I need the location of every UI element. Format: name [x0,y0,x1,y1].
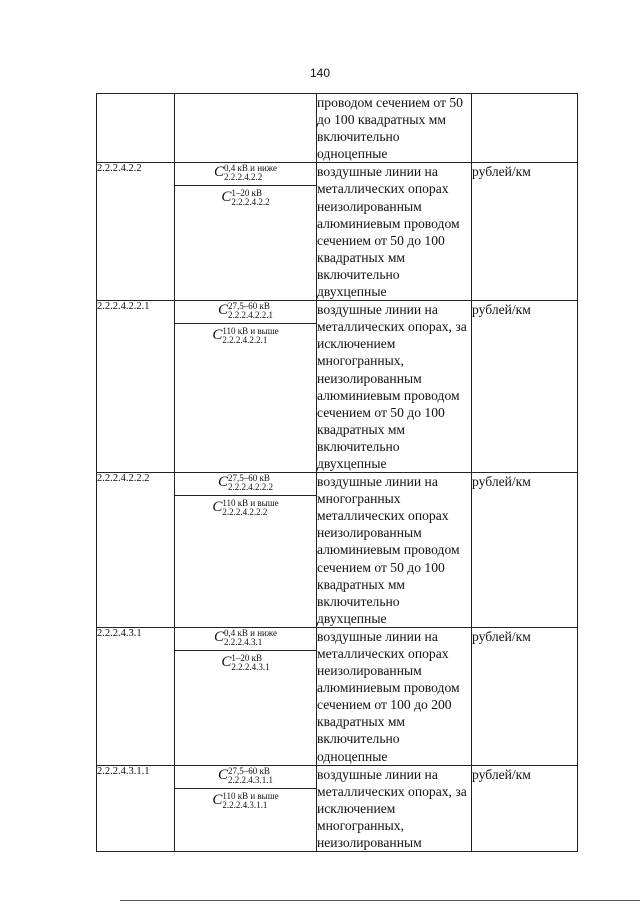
formula-cell [175,765,317,851]
description-cell: воздушные линии на металлических опорах, за исключением многогранных, неизолированным [317,765,472,851]
description-cell: воздушные линии на металлических опорах неизолированным алюминиевым проводом сечением от 50 до 100 квадратных мм включительно двухцепные [317,163,472,301]
page-number: 140 [309,66,331,80]
description-cell: воздушные линии на многогранных металлических опорах неизолированным алюминиевым проводом сечением от 50 до 100 квадратных мм включительно двухцепные [317,473,472,628]
formula-cell [175,627,317,765]
formula: C 27,5–60 кВ 2.2.2.4.2.2.1 [217,301,273,321]
code-cell: 2.2.2.4.2.2.1 [97,301,175,473]
code-cell: 2.2.2.4.3.1 [97,627,175,765]
formula: C 110 кВ и выше 2.2.2.4.2.2.1 [175,323,316,348]
table-row [97,163,578,301]
page-bottom-edge [120,900,640,901]
tariff-table [96,93,578,852]
formula: C 27,5–60 кВ 2.2.2.4.3.1.1 [217,765,273,785]
table-row [97,94,578,163]
unit-cell [472,94,578,163]
description-cell: воздушные линии на металлических опорах неизолированным алюминиевым проводом сечением от 100 до 200 квадратных мм включительно одноцепные [317,627,472,765]
code-cell: 2.2.2.4.3.1.1 [97,765,175,851]
formula-cell [175,94,317,163]
unit-cell: рублей/км [472,163,578,301]
formula: C 1–20 кВ 2.2.2.4.3.1 [175,650,316,675]
formula-cell [175,301,317,473]
table-row [97,627,578,765]
code-cell [97,94,175,163]
code-cell: 2.2.2.4.2.2.2 [97,473,175,628]
unit-cell: рублей/км [472,473,578,628]
description-cell: проводом сечением от 50 до 100 квадратных мм включительно одноцепные [317,94,472,163]
code-cell: 2.2.2.4.2.2 [97,163,175,301]
unit-cell: рублей/км [472,765,578,851]
formula: C 1–20 кВ 2.2.2.4.2.2 [175,185,316,210]
unit-cell: рублей/км [472,627,578,765]
formula: C 0,4 кВ и ниже 2.2.2.4.3.1 [214,627,277,647]
formula-cell [175,163,317,301]
formula: C 110 кВ и выше 2.2.2.4.2.2.2 [175,495,316,520]
description-cell: воздушные линии на металлических опорах, за исключением многогранных, неизолированным алюминиевым проводом сечением от 50 до 100 квадратных мм включительно двухцепные [317,301,472,473]
table-row [97,301,578,473]
formula: C 0,4 кВ и ниже 2.2.2.4.2.2 [214,163,277,183]
unit-cell: рублей/км [472,301,578,473]
formula: C 110 кВ и выше 2.2.2.4.3.1.1 [175,788,316,813]
formula: C 27,5–60 кВ 2.2.2.4.2.2.2 [217,473,273,493]
table-row [97,473,578,628]
table-row [97,765,578,851]
formula-cell [175,473,317,628]
